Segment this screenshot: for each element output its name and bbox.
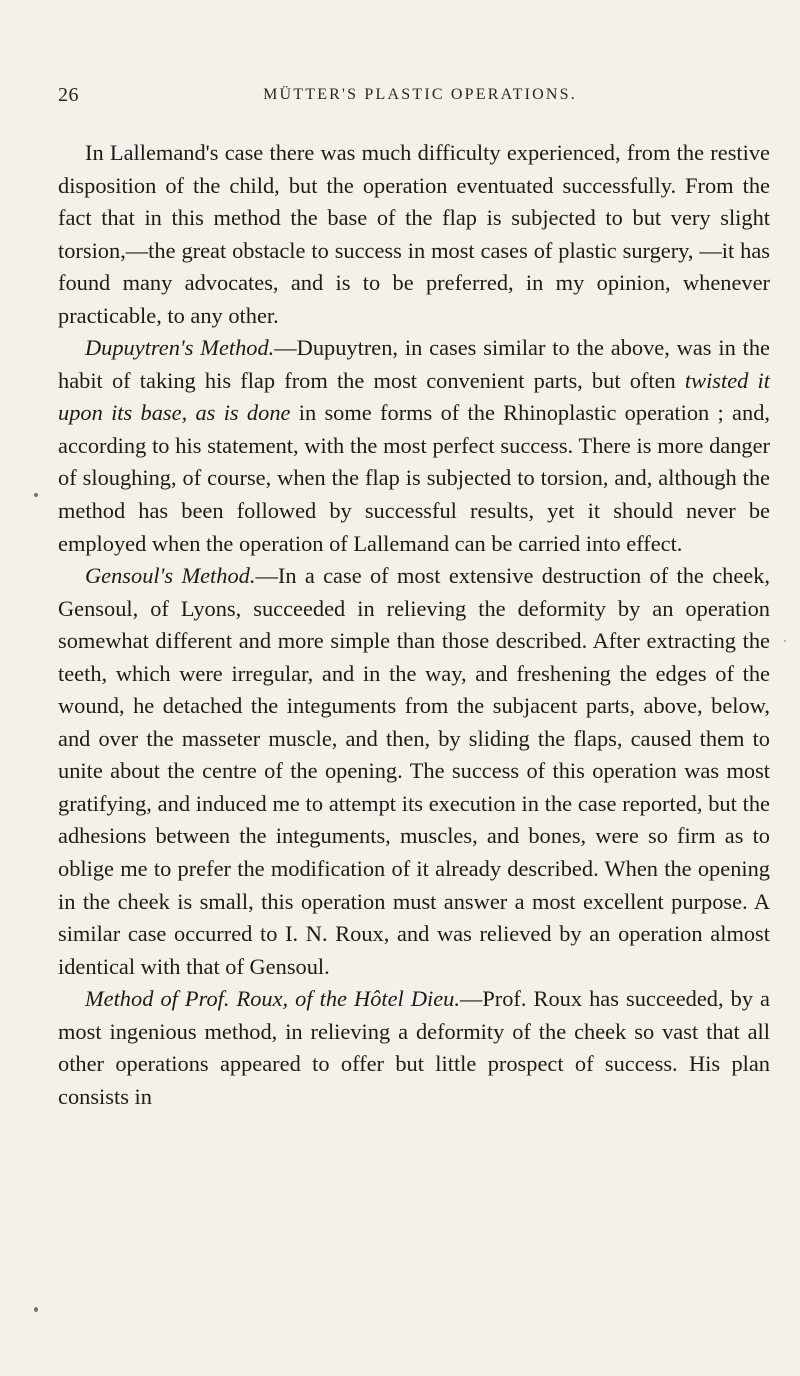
paragraph-text: —Prof. Roux has succeeded, by a most ingenious method, in relieving a deformity of the cheek so vast that all other operations appeared to offer but little prospect of success. His plan consists in	[58, 986, 770, 1109]
section-title-dupuytren: Dupuytren's Method.	[85, 335, 275, 361]
paragraph-gensoul	[58, 560, 770, 983]
paragraph-lallemand	[58, 137, 770, 332]
emphasized-text: twisted it upon its base, as is done	[58, 367, 770, 426]
paragraph-dupuytren	[58, 332, 770, 560]
page-header	[58, 84, 752, 110]
body-text	[58, 137, 770, 1113]
page-speck	[34, 1307, 38, 1312]
page-number: 26	[58, 84, 79, 106]
paragraph-text: —Dupuytren, in cases similar to the above, was in the habit of taking his flap from the most convenient parts, but often	[58, 335, 770, 393]
paragraph-text: —In a case of most extensive destruction of the cheek, Gensoul, of Lyons, succeeded in relieving the deformity by an operation somewhat different and more simple than those described. After extracting the teeth, which were irregular, and in the way, and freshening the edges of the wound, he detached the integuments from the subjacent parts, above, below, and over the masseter muscle, and then, by sliding the flaps, caused them to unite about the centre of the opening. The success of this operation was most gratifying, and induced me to attempt its execution in the case reported, but the adhesions between the integuments, muscles, and bones, were so firm as to oblige me to prefer the modification of it already described. When the opening in the cheek is small, this operation must answer a most excellent purpose. A similar case occurred to I. N. Roux, and was relieved by an operation almost identical with that of Gensoul.	[58, 563, 771, 979]
paragraph-roux	[58, 983, 770, 1113]
page-speck	[784, 640, 786, 642]
paragraph-text: in some forms of the Rhinoplastic operation ; and, according to his statement, with the most perfect success. There is more danger of sloughing, of course, when the flap is subjected to torsion, and, although the method has been followed by successful results, yet it should never be employed when the operation of Lallemand can be carried into effect.	[58, 400, 770, 556]
section-title-gensoul: Gensoul's Method.	[85, 563, 256, 589]
section-title-roux: Method of Prof. Roux, of the Hôtel Dieu.	[85, 986, 460, 1012]
page-speck	[34, 493, 38, 497]
running-title: MÜTTER'S PLASTIC OPERATIONS.	[263, 86, 577, 103]
paragraph-text: In Lallemand's case there was much difficulty experienced, from the restive disposition of the child, but the operation eventuated successfully. From the fact that in this method the base of the flap is subjected to but very slight torsion,—the great obstacle to success in most cases of plastic surgery, —it has found many advocates, and is to be preferred, in my opinion, whenever practicable, to any other.	[58, 140, 770, 328]
